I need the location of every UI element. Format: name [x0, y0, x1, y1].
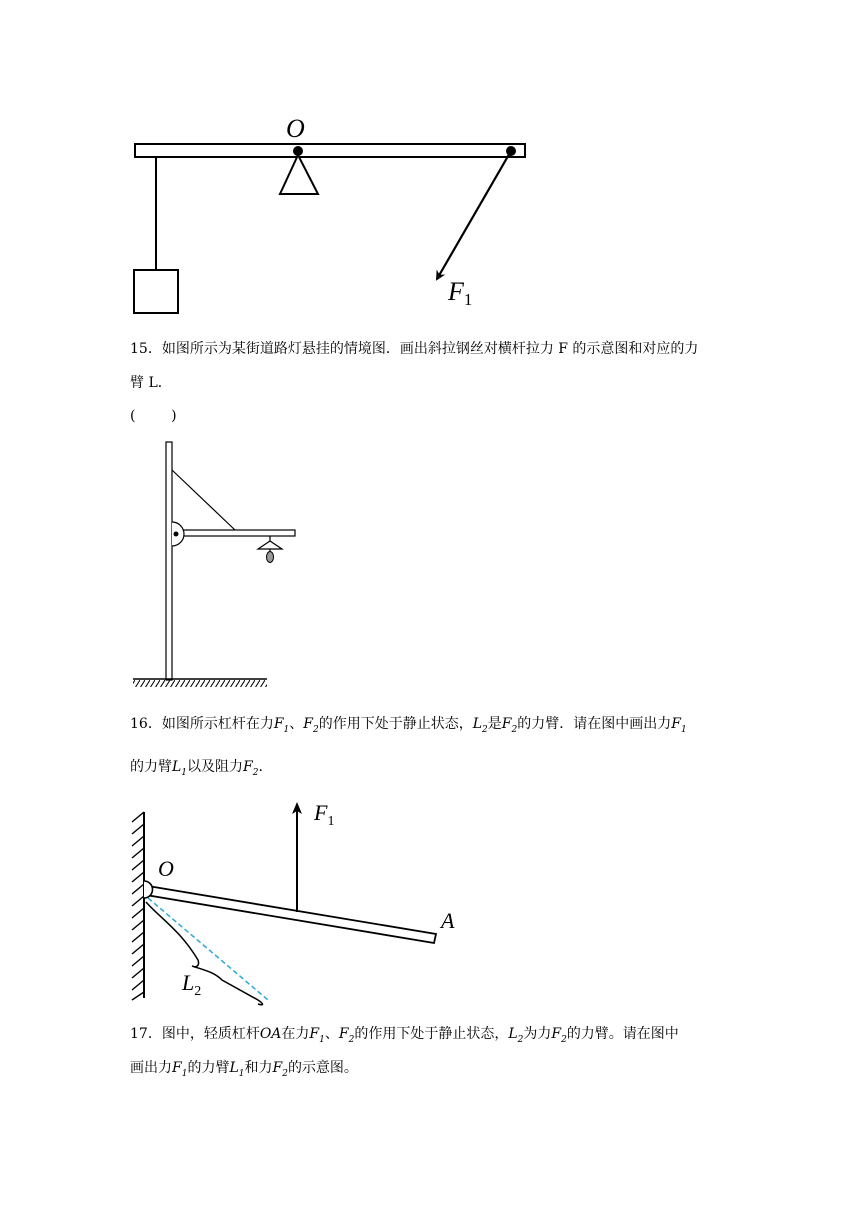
q16-symbol-f2b: $F_2$: [501, 716, 518, 735]
q17-text-a: 17．图中，轻质杠杆: [130, 1026, 260, 1042]
question-15-line-1: 15．如图所示为某街道路灯悬挂的情境图．画出斜拉钢丝对横杆拉力 F 的示意图和对应的力: [130, 341, 699, 357]
q17-text-c: 、: [324, 1026, 339, 1042]
wall-hatch: [132, 812, 144, 1000]
q17-symbol-f1b: $F_1$: [172, 1060, 188, 1079]
q16-text-g: 以及阻力: [187, 759, 244, 775]
label-l2: $L_2$: [182, 970, 202, 999]
q16-text-e: 的力臂．请在图中画出力: [517, 716, 672, 732]
q16-symbol-l1: $L_1$: [172, 759, 188, 778]
q17-symbol-l2: $L_2$: [508, 1026, 524, 1045]
q17-text-h: 的力臂: [187, 1060, 230, 1076]
q16-text-d: 是: [487, 716, 502, 732]
q16-text-h: ．: [258, 759, 273, 775]
q17-symbol-f2c: $F_2$: [272, 1060, 288, 1079]
q17-symbol-l1: $L_1$: [229, 1060, 245, 1079]
q17-text-i: 和力: [244, 1060, 273, 1076]
answer-blank: ( ): [130, 408, 177, 424]
q17-symbol-f2: $F_2$: [338, 1026, 355, 1045]
q16-symbol-f1b: $F_1$: [671, 716, 687, 735]
q16-text-f: 的力臂: [130, 759, 172, 775]
label-f1: $F_1$: [314, 800, 335, 829]
q16-text-c: 的作用下处于静止状态，: [318, 716, 473, 732]
q17-text-g: 画出力: [130, 1060, 172, 1076]
label-o: O: [286, 114, 305, 143]
question-17-line-1: [130, 1024, 679, 1050]
q16-symbol-f1: $F_1$: [273, 716, 290, 735]
q17-text-e: 为力: [523, 1026, 552, 1042]
label-f1: F1: [448, 277, 473, 309]
question-15-line-2: 臂 L．: [130, 375, 172, 391]
q17-symbol-f1: $F_1$: [309, 1026, 325, 1045]
q16-symbol-f2: $F_2$: [303, 716, 319, 735]
q16-text-b: 、: [289, 716, 304, 732]
q17-symbol-f2b: $F_2$: [551, 1026, 567, 1045]
q16-symbol-f2c: $F_2$: [243, 759, 259, 778]
q17-text-j: 的示意图。: [287, 1060, 358, 1076]
q16-symbol-l2: $L_2$: [472, 716, 488, 735]
q16-text-a: 16．如图所示杠杆在力: [130, 716, 274, 732]
label-o: O: [158, 856, 174, 881]
lever-oa: [146, 886, 436, 943]
q17-text-f: 的力臂。请在图中: [566, 1026, 679, 1042]
question-17-line-2: [130, 1058, 358, 1084]
l2-dashed-line: [148, 898, 268, 1000]
q17-symbol-oa: OA: [259, 1026, 282, 1042]
l2-brace: [146, 902, 263, 1005]
q17-text-b: 在力: [281, 1026, 310, 1042]
label-a: A: [441, 908, 455, 933]
q17-text-d: 的作用下处于静止状态，: [354, 1026, 509, 1042]
